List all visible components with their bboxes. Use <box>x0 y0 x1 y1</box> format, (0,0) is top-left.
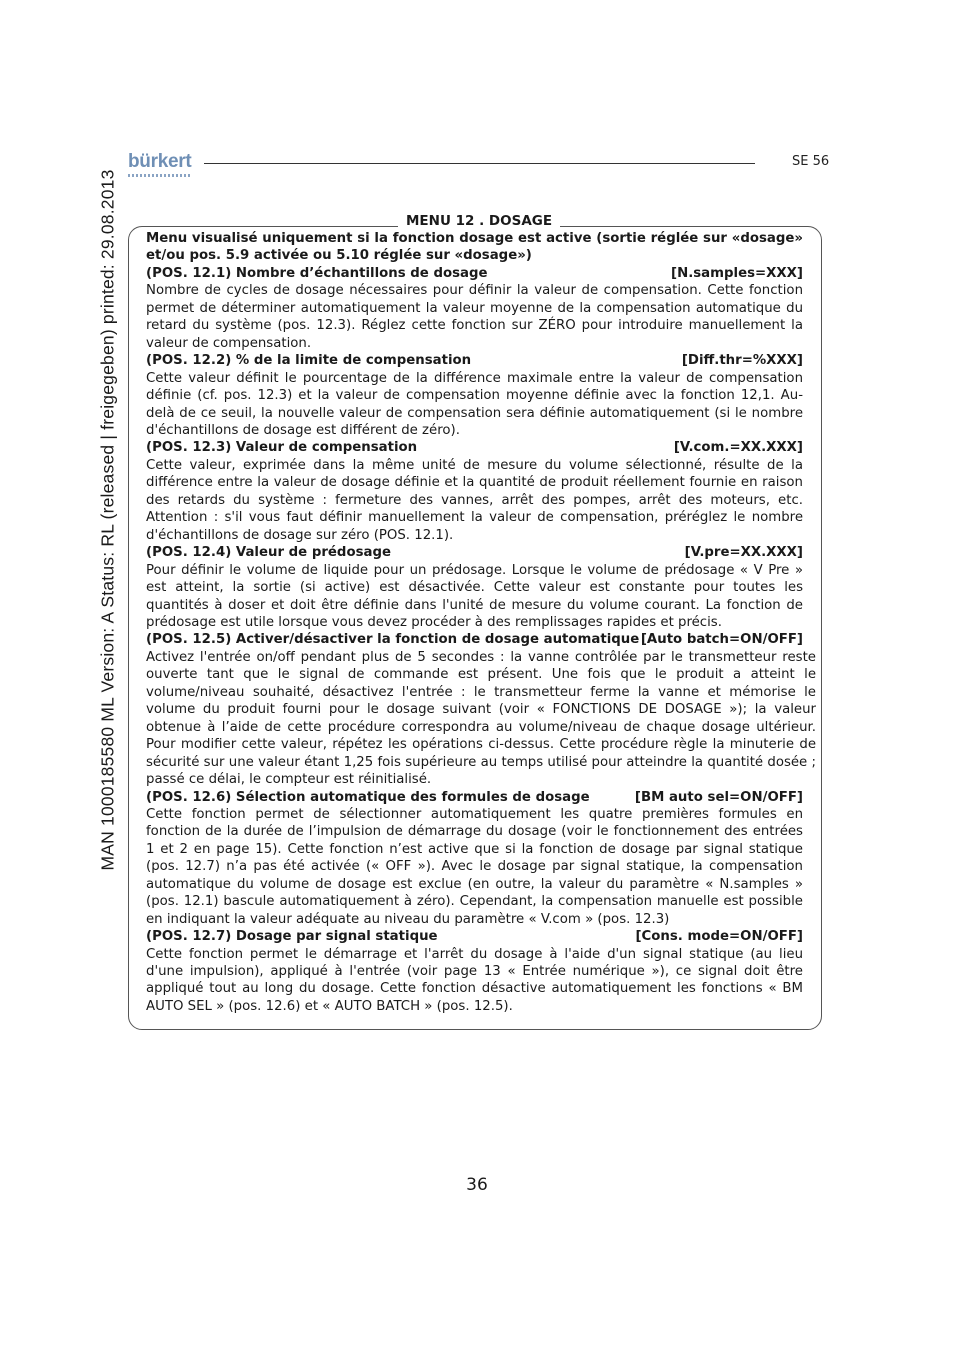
section-title: (POS. 12.1) Nombre d’échantillons de dosage <box>146 265 488 281</box>
menu-content <box>146 230 816 1015</box>
section-heading-12-2 <box>146 352 803 369</box>
page-number: 36 <box>466 1175 488 1195</box>
section-text-12-7: Cette fonction permet le démarrage et l'arrêt du dosage à l'aide d'un signal statique (au lieu d'une impulsion), appliqué à l'entrée (voir page 13 « Entrée numérique »), ce signal doit être appliqué tout au long du dosage. Cette fonction désactive automatiquement les fonctions « BM AUTO SEL » (pos. 12.6) et « AUTO BATCH » (pos. 12.5). <box>146 946 803 1014</box>
header-rule <box>204 163 755 164</box>
logo-wordmark: bürkert <box>128 151 192 172</box>
section-title: (POS. 12.4) Valeur de prédosage <box>146 545 391 561</box>
section-text-12-5: Activez l'entrée on/off pendant plus de 5 secondes : la vanne contrôlée par le transmetteur reste ouverte tant que le signal de commande est présent. Une fois que le produit a atteint le volume/niveau souhaité, désactivez l'entrée : le transmetteur ferme la vanne et mémorise le volume du produit fourni pour le dosage suivant (voir « FONCTIONS DE DOSAGE »); la valeur obtenue à l’aide de cette procédure correspondra au volume/niveau de chaque dosage ultérieur. Pour modifier cette valeur, répétez les opérations ci-dessus. Cette procédure règle la minuterie de sécurité sur une valeur étant 1,25 fois supérieure au temps utilisé pour atteindre la quantité dosée ; passé ce délai, le compteur est réinitialisé. <box>146 649 816 788</box>
section-text-12-6: Cette fonction permet de sélectionner automatiquement les quatre premières formules en fonction de la durée de l’impulsion de démarrage du dosage (voir le fonctionnement des entrées 1 et 2 en page 15). Cette fonction n’est active que si la fonction de dosage par signal statique (pos. 12.7) n’a pas été activée (« OFF »). Avec le dosage par signal statique, la compensation automatique du volume de dosage est exclue (en outre, la valeur du paramètre « N.samples » (pos. 12.1) bascule automatiquement à zéro). Cependant, la compensation manuelle est possible en indiquant la valeur adéquate au niveau du paramètre « V.com » (pos. 12.3) <box>146 806 803 927</box>
section-code: [V.com.=XX.XXX] <box>673 440 803 456</box>
section-text-12-2: Cette valeur définit le pourcentage de la différence maximale entre la valeur de compensation définie (cf. pos. 12.3) et la valeur de compensation moyenne définie avec la fonction 12,1. Au-delà de ce seuil, la nouvelle valeur de compensation sera définie automatiquement (si le nombre d'échantillons de dosage est différent de zéro). <box>146 370 803 438</box>
section-title: (POS. 12.2) % de la limite de compensation <box>146 353 472 369</box>
section-text-12-3: Cette valeur, exprimée dans la même unité de mesure du volume sélectionné, résulte de la différence entre la valeur de dosage définie et la quantité de produit réellement fournie en raison des retards du système : fermeture des vannes, arrêt des pompes, arrêt des moteurs, etc. Attention : s'il vous faut définir manuellement la valeur de compensation, préréglez le nombre d'échantillons de dosage sur zéro (POS. 12.1). <box>146 457 803 543</box>
document-status-side-note: MAN 1000185580 ML Version: A Status: RL (released | freigegeben) printed: 29.08.2013 <box>97 169 118 871</box>
section-heading-12-4 <box>146 544 803 561</box>
section-code: [Auto batch=ON/OFF] <box>640 632 803 648</box>
document-reference: SE 56 <box>792 154 830 169</box>
section-code: [V.pre=XX.XXX] <box>684 545 803 561</box>
section-code: [Cons. mode=ON/OFF] <box>635 929 803 945</box>
section-title: (POS. 12.5) Activer/désactiver la fonction de dosage automatique <box>146 632 640 648</box>
section-heading-12-1 <box>146 265 803 282</box>
menu-intro: Menu visualisé uniquement si la fonction dosage est active (sortie réglée sur «dosage» et/ou pos. 5.9 activée ou 5.10 réglée sur «dosage») <box>146 231 803 264</box>
section-code: [BM auto sel=ON/OFF] <box>634 789 803 805</box>
section-code: [N.samples=XXX] <box>671 265 803 281</box>
section-heading-12-3 <box>146 439 803 456</box>
section-title: (POS. 12.6) Sélection automatique des formules de dosage <box>146 789 590 805</box>
section-title: (POS. 12.7) Dosage par signal statique <box>146 929 438 945</box>
section-text-12-1: Nombre de cycles de dosage nécessaires pour définir la valeur de compensation. Cette fonction permet de déterminer automatiquement la valeur moyenne de la compensation automatique du retard du système (pos. 12.3). Réglez cette fonction sur ZÉRO pour introduire manuellement la valeur de compensation. <box>146 283 803 351</box>
section-text-12-4: Pour définir le volume de liquide pour un prédosage. Lorsque le volume de prédosage « V Pre » est atteint, la sortie (si active) est désactivée. Cette valeur est constante pour toutes les quantités à doser et doit être définie dans l'unité de mesure du volume courant. La fonction de prédosage est utile lorsque vous devez procéder à des remplissages rapides et précis. <box>146 562 803 630</box>
menu-title: MENU 12 . DOSAGE <box>398 212 560 230</box>
logo-tagline-mark <box>128 174 192 177</box>
section-heading-12-6 <box>146 789 803 806</box>
section-heading-12-5 <box>146 631 803 648</box>
section-title: (POS. 12.3) Valeur de compensation <box>146 440 418 456</box>
burkert-logo <box>128 152 194 180</box>
section-code: [Diff.thr=%XXX] <box>681 353 803 369</box>
section-heading-12-7 <box>146 928 803 945</box>
